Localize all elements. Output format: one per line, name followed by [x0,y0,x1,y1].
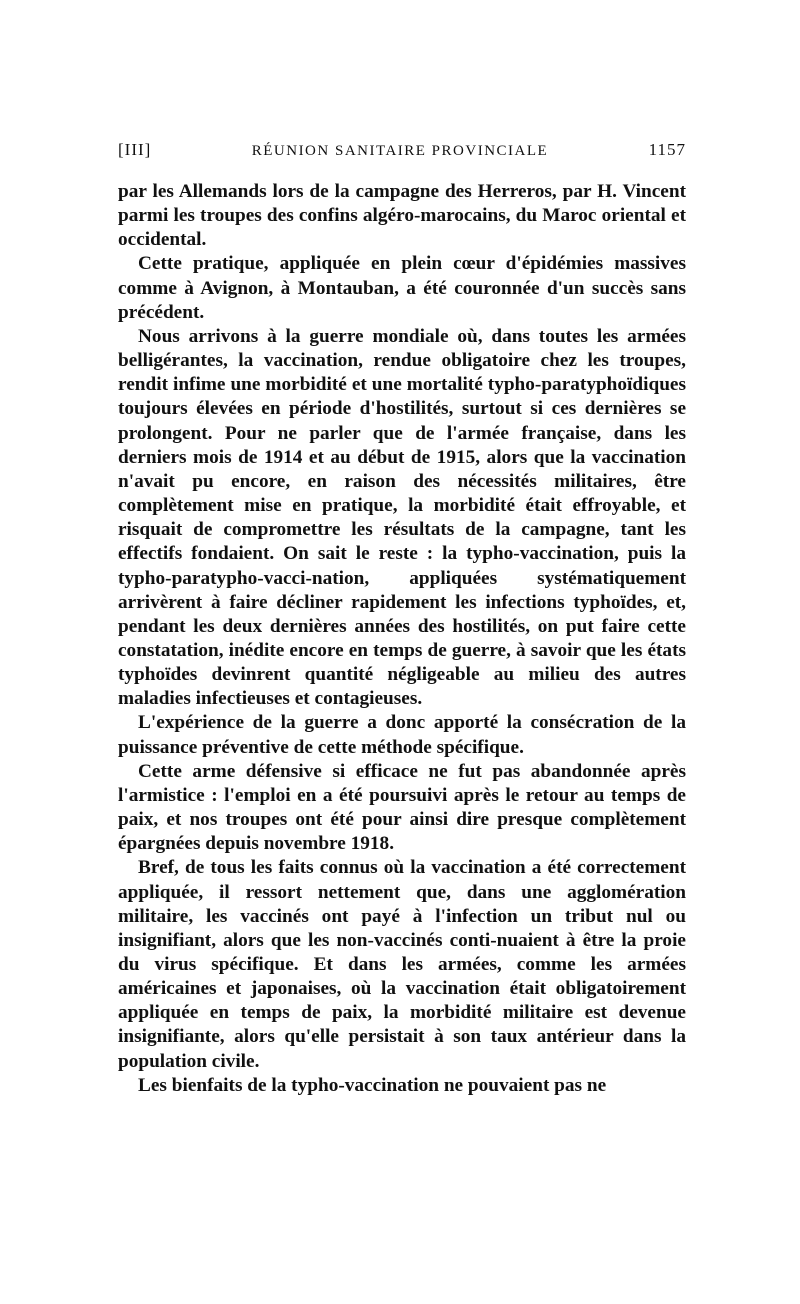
paragraph: Cette pratique, appliquée en plein cœur d'épidémies massives comme à Avignon, à Montauban, a été couronnée d'un succès sans précédent. [118,253,686,323]
page [118,140,686,1098]
running-title: RÉUNION SANITAIRE PROVINCIALE [251,143,549,159]
page-number: 1157 [648,140,686,159]
paragraph: Nous arrivons à la guerre mondiale où, dans toutes les armées belligérantes, la vaccination, rendue obligatoire chez les troupes, rendit infime une morbidité et une mortalité typho-paratyphoïdiques toujours élevées en période d'hostilités, surtout si ces dernières se prolongent. Pour ne parler que de l'armée française, dans les derniers mois de 1914 et au début de 1915, alors que la vaccination n'avait pu encore, en raison des nécessités militaires, être complètement mise en pratique, la morbidité était effroyable, et risquait de compromettre les résultats de la campagne, tant les effectifs fondaient. On sait le reste : la typho-vaccination, puis la typho-paratypho-vacci-nation, appliquées systématiquement arrivèrent à faire décliner rapidement les infections typhoïdes, et, pendant les deux dernières années des hostilités, on put faire cette constatation, inédite encore en temps de guerre, à savoir que les états typhoïdes devinrent quantité négligeable au milieu des autres maladies infectieuses et contagieuses. [118,325,686,710]
paragraph: Les bienfaits de la typho-vaccination ne pouvaient pas ne [138,1074,607,1096]
paragraph: Bref, de tous les faits connus où la vaccination a été correctement appliquée, il ressort nettement que, dans une agglomération militaire, les vaccinés ont payé à l'infection un tribut nul ou insignifiant, alors que les non-vaccinés conti-nuaient à être la proie du virus spécifique. Et dans les armées, comme les armées américaines et japonaises, où la vaccination était obligatoirement appliquée en temps de paix, la morbidité militaire est devenue insignifiante, alors qu'elle persistait à son taux antérieur dans la population civile. [118,857,686,1072]
paragraph: Cette arme défensive si efficace ne fut pas abandonnée après l'armistice : l'emploi en a été poursuivi après le retour au temps de paix, et nos troupes ont été pour ainsi dire presque complètement épargnées depuis novembre 1918. [118,760,686,855]
paragraph: par les Allemands lors de la campagne des Herreros, par H. Vincent parmi les troupes des confins algéro-marocains, du Maroc oriental et occidental. [118,181,686,251]
running-head [118,140,686,160]
paragraph: L'expérience de la guerre a donc apporté la consécration de la puissance préventive de cette méthode spécifique. [118,712,686,758]
body-text [118,180,686,1098]
section-reference: [III] [118,140,152,159]
